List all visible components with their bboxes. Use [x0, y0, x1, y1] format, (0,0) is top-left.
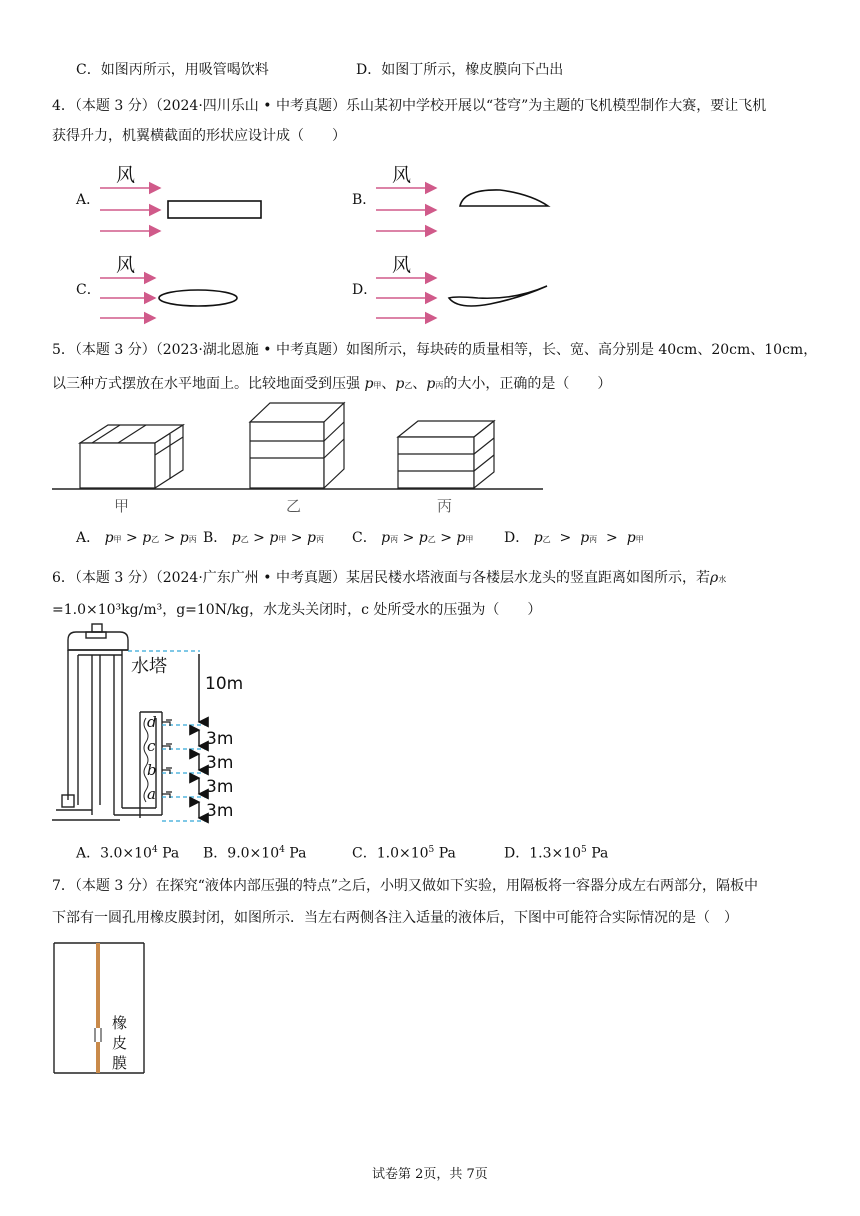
wind-label-d: 风	[392, 254, 412, 276]
dist-10m: 10m	[205, 674, 244, 694]
q5-stem-line1: 5．（本题 3 分）（2023·湖北恩施 • 中考真题）如图所示，每块砖的质量相等，长、宽、高分别是 40cm、20cm、10cm，	[52, 342, 818, 358]
dist-3m-1: 3m	[206, 729, 234, 749]
q3-option-c: C．如图丙所示，用吸管喝饮料	[76, 62, 269, 78]
membrane-char-3: 膜	[112, 1054, 128, 1072]
fig-label-yi: 乙	[286, 497, 302, 515]
q5-stem-line2: 以三种方式摆放在水平地面上。比较地面受到压强 p甲、p乙、p丙的大小，正确的是（ ）	[52, 376, 612, 392]
floor-b: b	[147, 761, 157, 779]
wind-label-c: 风	[116, 254, 136, 276]
tower-label: 水塔	[131, 656, 167, 677]
q4-option-a-label: A．	[76, 192, 101, 208]
membrane-char-1: 橡	[112, 1014, 128, 1032]
q6-option-a: A．$3.0\times 10^4$ Pa	[76, 845, 180, 862]
q3-option-d: D．如图丁所示，橡皮膜向下凸出	[356, 62, 564, 78]
p-sub-yi: 乙	[404, 381, 413, 390]
q5-option-c: C． p丙 > p乙 > p甲	[352, 530, 474, 546]
membrane-char-2: 皮	[112, 1034, 128, 1052]
floor-a: a	[147, 785, 156, 803]
q4-option-b-label: B．	[352, 192, 377, 208]
wind-label-b: 风	[392, 164, 412, 186]
q4-option-d-label: D．	[352, 282, 378, 298]
q5-option-a: A． p甲 > p乙 > p丙	[76, 530, 197, 546]
q6-stem-line2: =1.0×10³kg/m³，g=10N/kg，水龙头关闭时，c 处所受水的压强为（ ）	[52, 602, 542, 618]
q4-option-c-label: C．	[76, 282, 101, 298]
q7-stem-line1: 7．（本题 3 分）在探究“液体内部压强的特点”之后，小明又做如下实验，用隔板将一容器分成左右两部分，隔板中	[52, 878, 759, 894]
floor-d: d	[147, 713, 157, 731]
dist-3m-4: 3m	[206, 801, 234, 821]
q5-stem-text: 以三种方式摆放在水平地面上。比较地面受到压强	[52, 376, 360, 392]
dist-3m-2: 3m	[206, 753, 234, 773]
q6-option-d: D．$1.3\times 10^5$ Pa	[504, 845, 609, 862]
q4-stem-line2: 获得升力，机翼横截面的形状应设计成（ ）	[52, 128, 346, 144]
p-sub-bing: 丙	[435, 381, 444, 390]
fig-label-bing: 丙	[437, 497, 453, 515]
q5-stem-text-end: 的大小，正确的是（ ）	[443, 376, 612, 392]
q4-stem-line1: 4．（本题 3 分）（2024·四川乐山 • 中考真题）乐山某初中学校开展以“苍穹”为主题的飞机模型制作大赛，要让飞机	[52, 98, 767, 114]
fig-label-jia: 甲	[114, 497, 130, 515]
wind-label-a: 风	[116, 164, 136, 186]
dist-3m-3: 3m	[206, 777, 234, 797]
floor-c: c	[147, 737, 156, 755]
page-footer: 试卷第 2页，共 7页	[372, 1167, 488, 1182]
p-sub-jia: 甲	[373, 381, 382, 390]
q6-option-c: C．$1.0\times 10^5$ Pa	[352, 845, 456, 862]
q5-option-d: D． p乙 > p丙 > p甲	[504, 530, 644, 546]
q6-stem-line1: 6．（本题 3 分）（2024·广东广州 • 中考真题）某居民楼水塔液面与各楼层水龙头的竖直距离如图所示，若ρ水	[52, 570, 727, 586]
q5-option-b: B． p乙 > p甲 > p丙	[203, 530, 324, 546]
q6-option-b: B．$9.0\times 10^4$ Pa	[203, 845, 307, 862]
q7-stem-line2: 下部有一圆孔用橡皮膜封闭，如图所示．当左右两侧各注入适量的液体后，下图中可能符合实际情况的是（ ）	[52, 910, 738, 926]
